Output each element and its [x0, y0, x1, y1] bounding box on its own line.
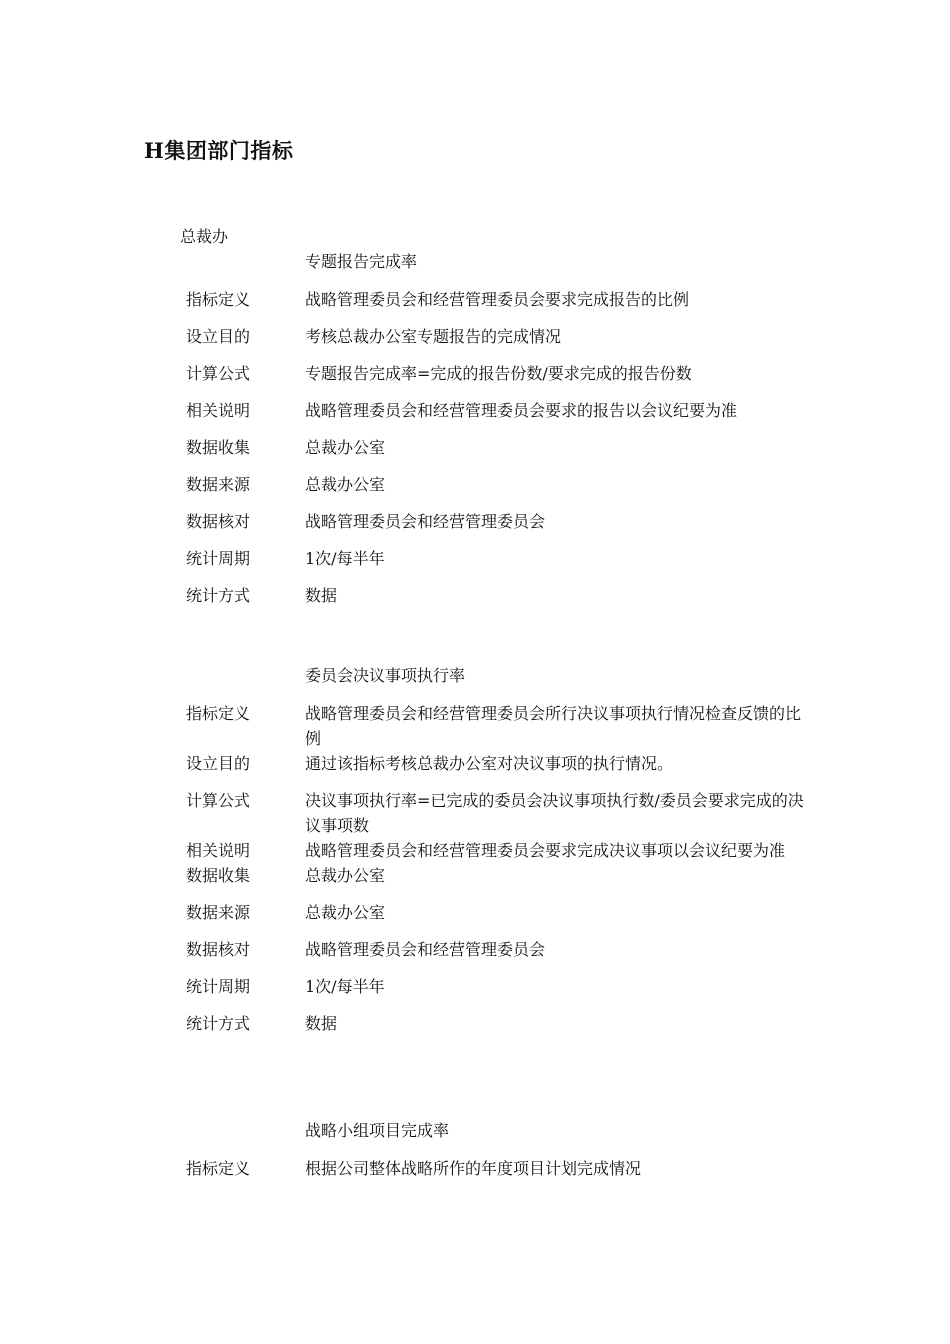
row-label: 数据来源	[186, 475, 251, 494]
row-value: 考核总裁办公室专题报告的完成情况	[305, 327, 562, 346]
row-value: 战略管理委员会和经营管理委员会要求完成报告的比例	[305, 290, 690, 309]
indicator-row	[186, 1156, 826, 1181]
row-value: 总裁办公室	[305, 903, 386, 922]
row-value: 战略管理委员会和经营管理委员会要求完成决议事项以会议纪要为准	[305, 841, 786, 860]
row-value: 总裁办公室	[305, 866, 386, 885]
indicator-title: 战略小组项目完成率	[305, 1121, 450, 1140]
row-value: 战略管理委员会和经营管理委员会	[305, 512, 546, 531]
row-label: 数据来源	[186, 903, 251, 922]
row-label: 统计周期	[186, 977, 251, 996]
row-label: 设立目的	[186, 327, 251, 346]
indicator-row	[186, 361, 826, 386]
indicator-row	[186, 863, 826, 888]
row-value: 总裁办公室	[305, 438, 386, 457]
indicator-title: 委员会决议事项执行率	[305, 666, 466, 685]
row-label: 指标定义	[186, 704, 251, 723]
row-value: 1次/每半年	[305, 977, 385, 996]
indicator-row	[186, 974, 826, 999]
row-value: 根据公司整体战略所作的年度项目计划完成情况	[305, 1159, 642, 1178]
row-label: 数据核对	[186, 940, 251, 959]
row-label: 指标定义	[186, 290, 251, 309]
indicator-row	[186, 1011, 826, 1036]
indicator-row	[186, 788, 826, 838]
indicator-title: 专题报告完成率	[305, 252, 418, 271]
row-value: 数据	[305, 586, 338, 605]
indicator-row	[186, 937, 826, 962]
indicator-row	[186, 472, 826, 497]
row-value: 决议事项执行率=已完成的委员会决议事项执行数/委员会要求完成的决议事项数	[305, 791, 804, 835]
row-label: 指标定义	[186, 1159, 251, 1178]
indicator-row	[186, 838, 826, 863]
indicator-row	[186, 701, 826, 751]
row-label: 设立目的	[186, 754, 251, 773]
indicator-row	[186, 324, 826, 349]
row-label: 数据收集	[186, 438, 251, 457]
row-value: 通过该指标考核总裁办公室对决议事项的执行情况。	[305, 754, 674, 773]
row-label: 数据收集	[186, 866, 251, 885]
indicator-block-strategy-project	[186, 1120, 826, 1193]
page-title: H集团部门指标	[144, 138, 294, 163]
row-value: 总裁办公室	[305, 475, 386, 494]
row-value: 战略管理委员会和经营管理委员会所行决议事项执行情况检查反馈的比例	[305, 704, 802, 748]
row-label: 计算公式	[186, 791, 251, 810]
row-value: 1次/每半年	[305, 549, 385, 568]
department-name: 总裁办	[180, 227, 229, 246]
row-label: 统计方式	[186, 1014, 251, 1033]
indicator-block-report-completion	[186, 251, 826, 620]
indicator-block-resolution-execution	[186, 665, 826, 1048]
row-label: 相关说明	[186, 401, 251, 420]
row-value: 数据	[305, 1014, 338, 1033]
row-value: 专题报告完成率=完成的报告份数/要求完成的报告份数	[305, 364, 692, 383]
row-label: 相关说明	[186, 841, 251, 860]
indicator-row	[186, 509, 826, 534]
row-label: 统计方式	[186, 586, 251, 605]
row-value: 战略管理委员会和经营管理委员会	[305, 940, 546, 959]
indicator-row	[186, 900, 826, 925]
indicator-row	[186, 398, 826, 423]
row-label: 数据核对	[186, 512, 251, 531]
row-label: 计算公式	[186, 364, 251, 383]
indicator-row	[186, 751, 826, 776]
indicator-row	[186, 287, 826, 312]
row-value: 战略管理委员会和经营管理委员会要求的报告以会议纪要为准	[305, 401, 738, 420]
indicator-row	[186, 546, 826, 571]
indicator-row	[186, 435, 826, 460]
indicator-row	[186, 583, 826, 608]
row-label: 统计周期	[186, 549, 251, 568]
